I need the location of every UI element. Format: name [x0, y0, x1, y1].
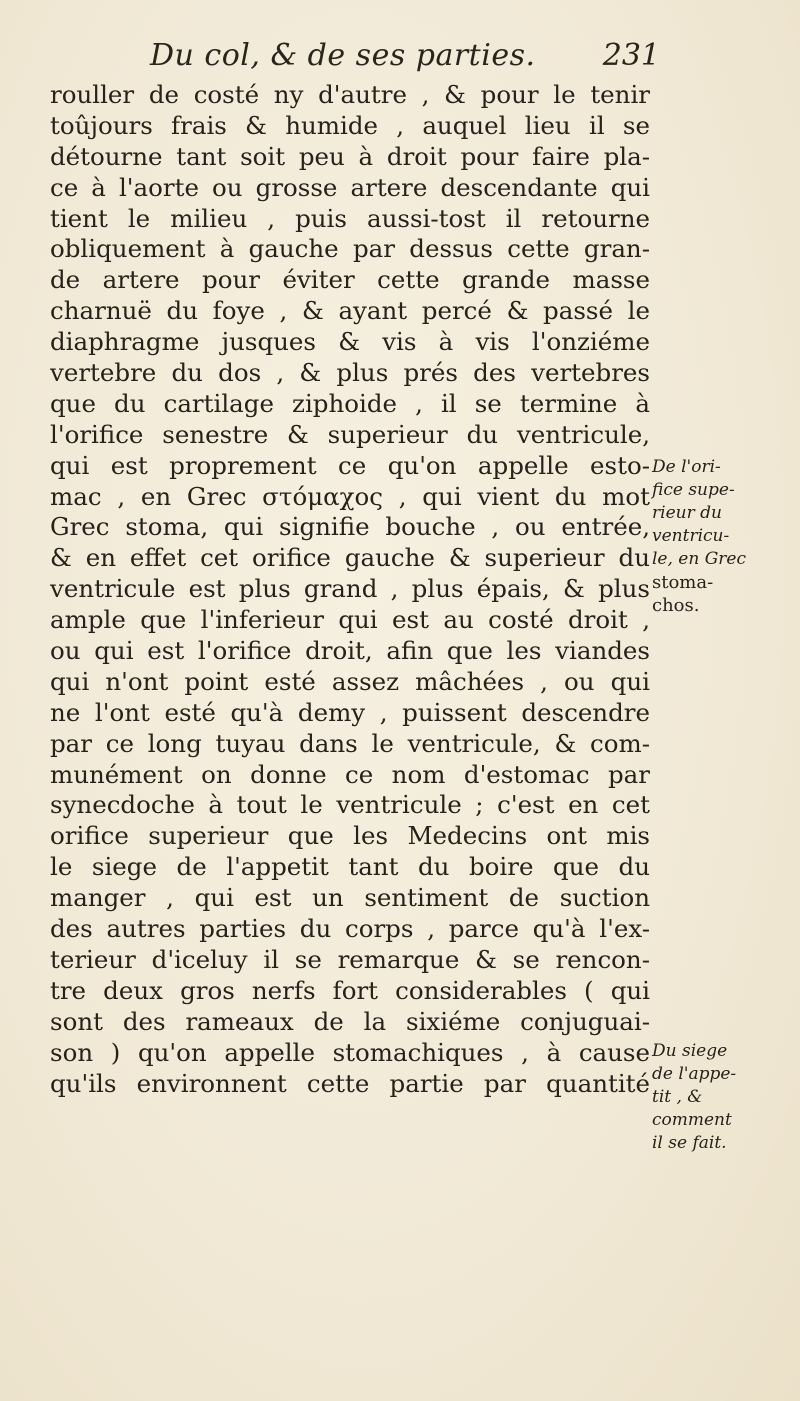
- text-line: qui est proprement ce qu'on appelle esto-: [50, 450, 650, 480]
- margin-note-line: tit , &: [652, 1087, 703, 1107]
- margin-note-line: le, en Grec: [652, 549, 747, 569]
- text-line: diaphragme jusques & vis à vis l'onziéme: [50, 327, 650, 357]
- text-line: le siege de l'appetit tant du boire que du: [50, 852, 650, 882]
- margin-note-line: de l'appe-: [652, 1064, 737, 1084]
- text-line: vertebre du dos , & plus prés des vertebres: [50, 358, 650, 388]
- text-line: charnuë du foye , & ayant percé & passé le: [50, 296, 650, 326]
- body-text: [50, 80, 650, 1099]
- text-line: détourne tant soit peu à droit pour faire pla-: [50, 141, 650, 171]
- text-line: ne l'ont esté qu'à demy , puissent descendre: [50, 697, 650, 727]
- margin-note-line: chos.: [652, 595, 700, 616]
- text-line: orifice superieur que les Medecins ont mis: [50, 821, 650, 851]
- text-line: toûjours frais & humide , auquel lieu il se: [50, 110, 650, 140]
- text-line: & en effet cet orifice gauche & superieur du: [50, 543, 650, 573]
- text-line: terieur d'iceluy il se remarque & se rencon-: [50, 944, 650, 974]
- text-line: par ce long tuyau dans le ventricule, & com-: [50, 728, 650, 758]
- running-title: Du col, & de ses parties.: [150, 38, 536, 73]
- text-line: Grec stoma, qui signifie bouche , ou entrée,: [50, 512, 650, 542]
- text-line: tient le milieu , puis aussi-tost il retourne: [50, 203, 650, 233]
- margin-note-line: rieur du: [652, 503, 722, 523]
- text-line: des autres parties du corps , parce qu'à l'ex-: [50, 914, 650, 944]
- margin-note-line: il se fait.: [652, 1133, 727, 1153]
- text-line: ventricule est plus grand , plus épais, & plus: [50, 574, 650, 604]
- text-line: munément on donne ce nom d'estomac par: [50, 759, 650, 789]
- text-line: ce à l'aorte ou grosse artere descendante qui: [50, 172, 650, 202]
- margin-note-appetite: [652, 1040, 736, 1155]
- page-number: 231: [602, 38, 660, 73]
- margin-note-line: ventricu-: [652, 526, 730, 546]
- margin-note-line: Du siege: [652, 1041, 728, 1061]
- text-line: manger , qui est un sentiment de suction: [50, 883, 650, 913]
- text-line: ou qui est l'orifice droit, afin que les viandes: [50, 636, 650, 666]
- text-line: qui n'ont point esté assez mâchées , ou qui: [50, 666, 650, 696]
- margin-note-line: fice supe-: [652, 480, 735, 500]
- margin-note-line: De l'ori-: [652, 457, 721, 477]
- text-line: sont des rameaux de la sixiéme conjuguai-: [50, 1006, 650, 1036]
- text-line: son ) qu'on appelle stomachiques , à cause: [50, 1037, 650, 1067]
- text-line: de artere pour éviter cette grande masse: [50, 265, 650, 295]
- text-line: ample que l'inferieur qui est au costé droit ,: [50, 605, 650, 635]
- text-line: qu'ils environnent cette partie par quantité: [50, 1068, 650, 1098]
- text-line: synecdoche à tout le ventricule ; c'est en cet: [50, 790, 650, 820]
- text-line: que du cartilage ziphoide , il se termine à: [50, 388, 650, 418]
- margin-note-line: comment: [652, 1110, 732, 1130]
- text-line: tre deux gros nerfs fort considerables ( qui: [50, 975, 650, 1005]
- running-head: [150, 34, 660, 84]
- margin-note-orifice: [652, 456, 746, 617]
- text-line: obliquement à gauche par dessus cette gran-: [50, 234, 650, 264]
- margin-note-line: stoma-: [652, 572, 714, 593]
- text-line: rouller de costé ny d'autre , & pour le tenir: [50, 80, 650, 109]
- text-line: mac , en Grec στόμαχος , qui vient du mot: [50, 481, 650, 511]
- text-line: l'orifice senestre & superieur du ventricule,: [50, 419, 650, 449]
